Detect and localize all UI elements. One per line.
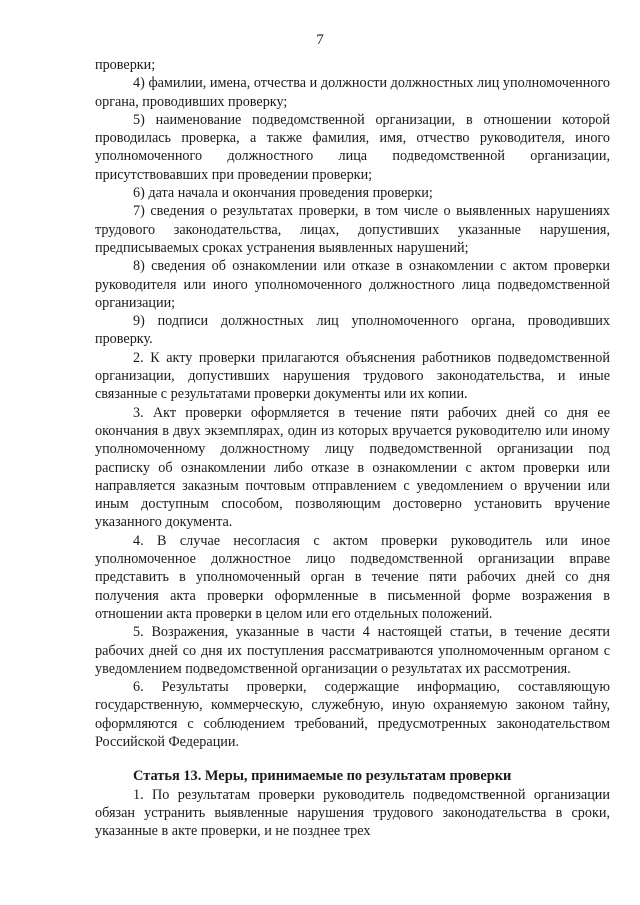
paragraph: 5) наименование подведомственной организации, в отношении которой проводилась проверка, а также фамилия, имя, отчество руководителя, иного уполномоченного должностного лица подведомственной организации, присутствовавших при проведении проверки; <box>95 111 610 183</box>
paragraph: 2. К акту проверки прилагаются объяснения работников подведомственной организации, допустивших нарушения трудового законодательства, и иные связанные с результатами проверки документы или их копии. <box>95 349 610 403</box>
document-body <box>95 56 610 840</box>
page-number: 7 <box>316 32 324 48</box>
paragraph: 9) подписи должностных лиц уполномоченного органа, проводивших проверку. <box>95 313 610 348</box>
article-13-body <box>95 786 610 841</box>
paragraph: 6) дата начала и окончания проведения проверки; <box>133 185 433 202</box>
paragraph: проверки; <box>95 57 156 73</box>
paragraph: 1. По результатам проверки руководитель подведомственной организации обязан устранить выявленные нарушения трудового законодательства в сроки, указанные в акте проверки, и не позднее трех <box>95 786 610 840</box>
paragraph: 3. Акт проверки оформляется в течение пяти рабочих дней со дня ее окончания в двух экземплярах, один из которых вручается руководителю или иному уполномоченному должностному лицу подведомственной организации под расписку об ознакомлении либо отказе в ознакомлении с актом проверки или направляется заказным почтовым отправлением с уведомлением о вручении или иным доступным способом, позволяющим достоверно установить вручение указанного документа. <box>95 404 610 531</box>
paragraph: 4. В случае несогласия с актом проверки руководитель или иное уполномоченное должностное лицо подведомственной организации вправе представить в уполномоченный орган в течение пяти рабочих дней со дня получения акта проверки оформленные в письменной форме возражения в отношении акта проверки в целом или его отдельных положений. <box>95 532 610 622</box>
article-13-heading: Статья 13. Меры, принимаемые по результатам проверки <box>133 768 512 785</box>
paragraph: 8) сведения об ознакомлении или отказе в ознакомлении с актом проверки руководителя или иного уполномоченного должностного лица подведомственной организации; <box>95 258 610 311</box>
paragraph: 6. Результаты проверки, содержащие информацию, составляющую государственную, коммерческую, служебную, иную охраняемую законом тайну, оформляются с соблюдением требований, предусмотренных законодательством Российской Федерации. <box>95 679 610 750</box>
paragraph: 7) сведения о результатах проверки, в том числе о выявленных нарушениях трудового законодательства, лицах, допустивших указанные нарушения, предписываемых сроках устранения выявленных нарушений; <box>95 203 610 256</box>
article-12-continuation <box>95 56 610 751</box>
paragraph: 4) фамилии, имена, отчества и должности должностных лиц уполномоченного органа, проводивших проверку; <box>95 75 610 110</box>
paragraph: 5. Возражения, указанные в части 4 настоящей статьи, в течение десяти рабочих дней со дня их поступления рассматриваются уполномоченным органом с уведомлением подведомственной организации о результатах их рассмотрения. <box>95 624 610 677</box>
